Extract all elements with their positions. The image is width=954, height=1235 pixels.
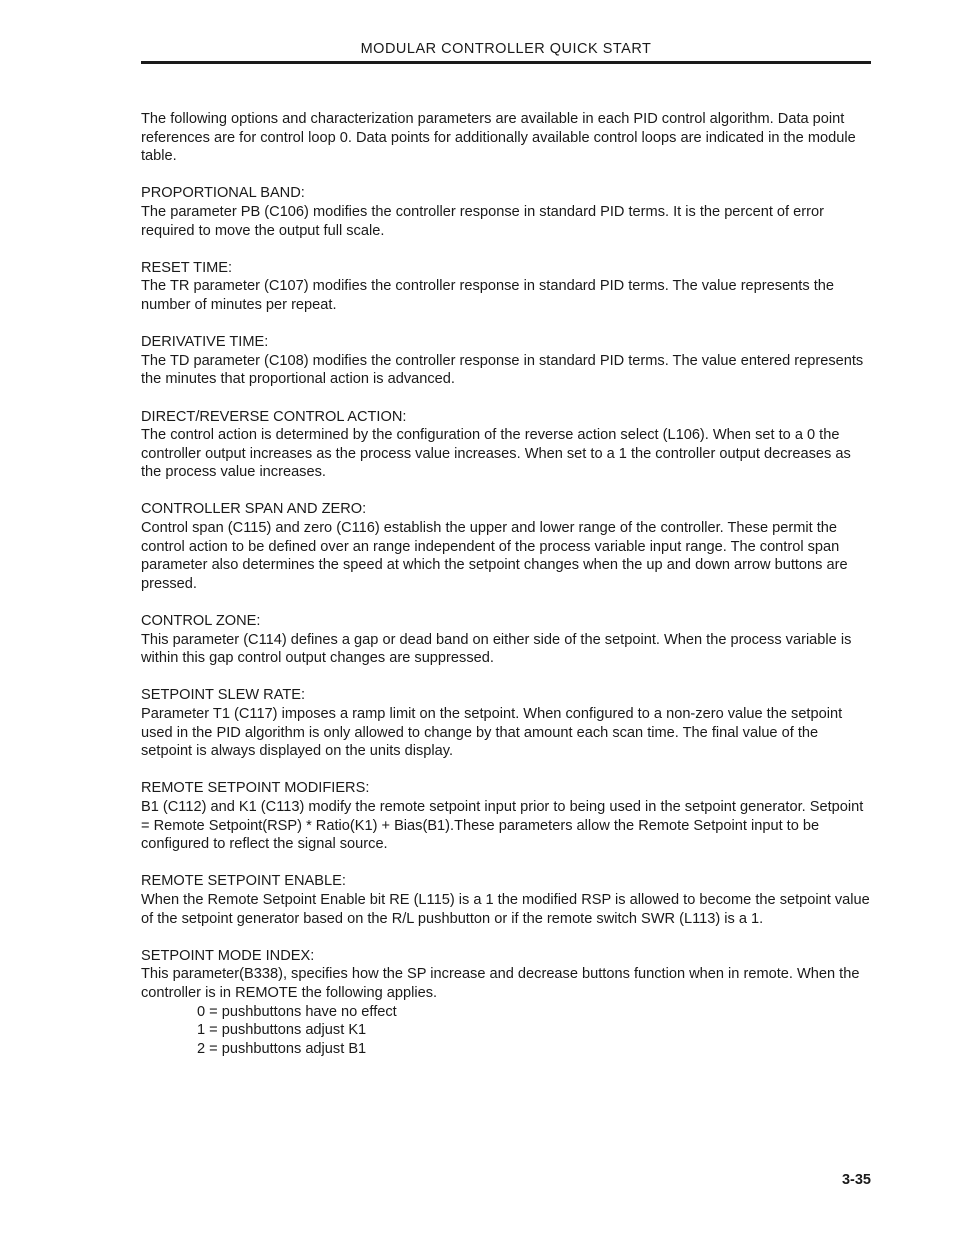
section-mode-index bbox=[141, 947, 871, 1059]
section-heading: SETPOINT SLEW RATE: bbox=[141, 687, 306, 704]
header-rule bbox=[141, 61, 871, 64]
list-item: 0 = pushbuttons have no effect bbox=[197, 1003, 397, 1020]
section-heading: RESET TIME: bbox=[141, 259, 233, 276]
page-body bbox=[141, 110, 871, 1058]
section-body: The control action is determined by the configuration of the reverse action select (L106). When set to a 0 the controller output increases as the process value increases. When set to a 1 the controller output decreases as the process value increases. bbox=[141, 427, 851, 481]
section-derivative-time bbox=[141, 333, 871, 389]
section-body: The parameter PB (C106) modifies the controller response in standard PID terms. It is the percent of error required to move the output full scale. bbox=[141, 203, 824, 239]
page-number: 3-35 bbox=[841, 1172, 871, 1188]
section-remote-enable bbox=[141, 872, 871, 928]
section-heading: SETPOINT MODE INDEX: bbox=[141, 947, 315, 964]
section-body: Parameter T1 (C117) imposes a ramp limit on the setpoint. When configured to a non-zero value the setpoint used in the PID algorithm is only allowed to change by that amount each scan time. The final value of the setpoint is always displayed on the units display. bbox=[141, 706, 843, 760]
section-heading: PROPORTIONAL BAND: bbox=[141, 185, 305, 202]
section-heading: DIRECT/REVERSE CONTROL ACTION: bbox=[141, 408, 407, 425]
section-body: When the Remote Setpoint Enable bit RE (L115) is a 1 the modified RSP is allowed to become the setpoint value of the setpoint generator based on the R/L pushbutton or if the remote switch SWR (L113) is a 1. bbox=[141, 891, 870, 927]
section-body: The TD parameter (C108) modifies the controller response in standard PID terms. The value entered represents the minutes that proportional action is advanced. bbox=[141, 352, 864, 388]
section-body: This parameter(B338), specifies how the SP increase and decrease buttons function when in remote. When the controller is in REMOTE the following applies. bbox=[141, 966, 860, 1001]
section-heading: REMOTE SETPOINT ENABLE: bbox=[141, 873, 346, 890]
intro-paragraph: The following options and characterization parameters are available in each PID control algorithm. Data point references are for control loop 0. Data points for additionally available control loops are indicated in the module table. bbox=[141, 111, 856, 165]
section-proportional-band bbox=[141, 184, 871, 240]
list-item: 1 = pushbuttons adjust K1 bbox=[197, 1022, 367, 1039]
section-heading: DERIVATIVE TIME: bbox=[141, 334, 269, 351]
section-heading: REMOTE SETPOINT MODIFIERS: bbox=[141, 780, 370, 797]
section-remote-modifiers bbox=[141, 779, 871, 853]
section-heading: CONTROLLER SPAN AND ZERO: bbox=[141, 501, 367, 518]
mode-index-list bbox=[141, 1003, 871, 1059]
section-span-zero bbox=[141, 500, 871, 593]
section-body: B1 (C112) and K1 (C113) modify the remote setpoint input prior to being used in the setpoint generator. Setpoint = Remote Setpoint(RSP) * Ratio(K1) + Bias(B1).These parameters allow the Remote Setpoint input to be configured to reflect the signal source. bbox=[141, 798, 864, 853]
section-body: Control span (C115) and zero (C116) establish the upper and lower range of the controller. These permit the control action to be defined over an range independent of the process variable input range. The control span parameter also determines the speed at which the setpoint changes when the up and down arrow buttons are pressed. bbox=[141, 520, 848, 592]
running-header: MODULAR CONTROLLER QUICK START bbox=[360, 41, 652, 57]
section-reset-time bbox=[141, 259, 871, 315]
section-body: The TR parameter (C107) modifies the controller response in standard PID terms. The value represents the number of minutes per repeat. bbox=[141, 278, 834, 313]
list-item: 2 = pushbuttons adjust B1 bbox=[197, 1040, 367, 1057]
section-slew-rate bbox=[141, 686, 871, 760]
section-body: This parameter (C114) defines a gap or dead band on either side of the setpoint. When the process variable is within this gap control output changes are suppressed. bbox=[141, 631, 852, 667]
section-control-zone bbox=[141, 612, 871, 668]
section-heading: CONTROL ZONE: bbox=[141, 613, 261, 630]
section-control-action bbox=[141, 408, 871, 482]
